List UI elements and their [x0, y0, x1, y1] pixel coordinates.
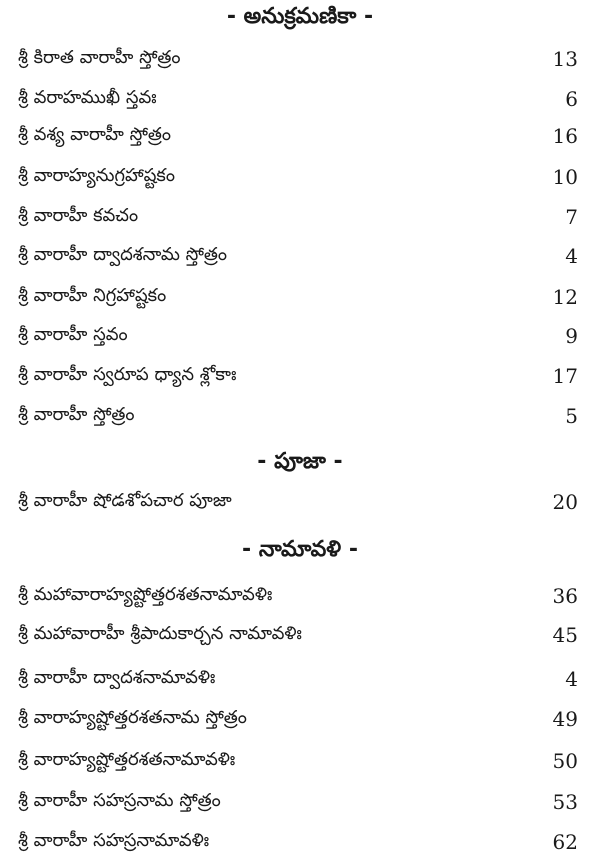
toc-row[interactable]: [18, 663, 578, 695]
entry-page-number: 62: [552, 830, 578, 854]
entry-title: శ్రీ వారాహీ స్తోత్రం: [18, 403, 135, 425]
entry-title: శ్రీ వరాహముఖీ స్తవః: [18, 86, 157, 108]
entry-page-number: 9: [565, 324, 578, 348]
toc-row[interactable]: [18, 320, 578, 352]
entry-page-number: 45: [552, 623, 578, 647]
entry-title: శ్రీ వారాహీ సహస్రనామావళిః: [18, 829, 210, 851]
entry-page-number: 17: [552, 364, 578, 388]
entry-title: శ్రీ వారాహ్యనుగ్రహాష్టకం: [18, 164, 175, 186]
entry-page-number: 10: [552, 165, 578, 189]
entry-page-number: 36: [552, 584, 578, 608]
entry-title: శ్రీ వారాహీ ద్వాదశనామ స్తోత్రం: [18, 243, 228, 265]
section-heading-puja: - పూజా -: [257, 449, 343, 474]
entry-title: శ్రీ వశ్య వారాహీ స్తోత్రం: [18, 123, 172, 145]
toc-row[interactable]: [18, 83, 578, 115]
toc-row[interactable]: [18, 281, 578, 313]
entry-title: శ్రీ వారాహీ సహస్రనామ స్తోత్రం: [18, 789, 221, 811]
toc-row[interactable]: [18, 240, 578, 272]
entry-title: శ్రీ కిరాత వారాహీ స్తోత్రం: [18, 46, 181, 68]
entry-page-number: 6: [565, 87, 578, 111]
entry-page-number: 4: [565, 244, 578, 268]
entry-title: శ్రీ వారాహీ స్తవం: [18, 323, 128, 345]
entry-title: శ్రీ వారాహీ ద్వాదశనామావళిః: [18, 666, 216, 688]
entry-page-number: 13: [552, 47, 578, 71]
toc-row[interactable]: [18, 786, 578, 818]
entry-title: శ్రీ వారాహీ షోడశోపచార పూజా: [18, 489, 232, 511]
entry-page-number: 4: [565, 667, 578, 691]
toc-row[interactable]: [18, 580, 578, 612]
toc-row[interactable]: [18, 745, 578, 777]
entry-page-number: 50: [552, 749, 578, 773]
toc-row[interactable]: [18, 486, 578, 518]
entry-title: శ్రీ వారాహ్యష్టోత్తరశతనామ స్తోత్రం: [18, 706, 247, 728]
entry-page-number: 12: [552, 285, 578, 309]
entry-page-number: 7: [565, 205, 578, 229]
entry-title: శ్రీ వారాహ్యష్టోత్తరశతనామావళిః: [18, 748, 236, 770]
entry-page-number: 16: [552, 124, 578, 148]
toc-row[interactable]: [18, 120, 578, 152]
toc-row[interactable]: [18, 826, 578, 858]
toc-row[interactable]: [18, 360, 578, 392]
section-heading-anukramanika: - అనుక్రమణికా -: [226, 4, 374, 29]
entry-title: శ్రీ వారాహీ కవచం: [18, 204, 139, 226]
toc-row[interactable]: [18, 703, 578, 735]
entry-title: శ్రీ మహావారాహ్యష్టోత్తరశతనామావళిః: [18, 583, 273, 605]
entry-title: శ్రీ మహావారాహీ శ్రీపాదుకార్చన నామావళిః: [18, 622, 302, 644]
toc-row[interactable]: [18, 161, 578, 193]
toc-row[interactable]: [18, 201, 578, 233]
section-heading-namavali: - నామావళి -: [242, 537, 358, 562]
toc-row[interactable]: [18, 400, 578, 432]
entry-page-number: 53: [552, 790, 578, 814]
toc-row[interactable]: [18, 43, 578, 75]
entry-page-number: 5: [565, 404, 578, 428]
entry-page-number: 20: [552, 490, 578, 514]
toc-row[interactable]: [18, 619, 578, 651]
entry-page-number: 49: [552, 707, 578, 731]
entry-title: శ్రీ వారాహీ స్వరూప ధ్యాన శ్లోకాః: [18, 363, 237, 385]
entry-title: శ్రీ వారాహీ నిగ్రహాష్టకం: [18, 284, 167, 306]
